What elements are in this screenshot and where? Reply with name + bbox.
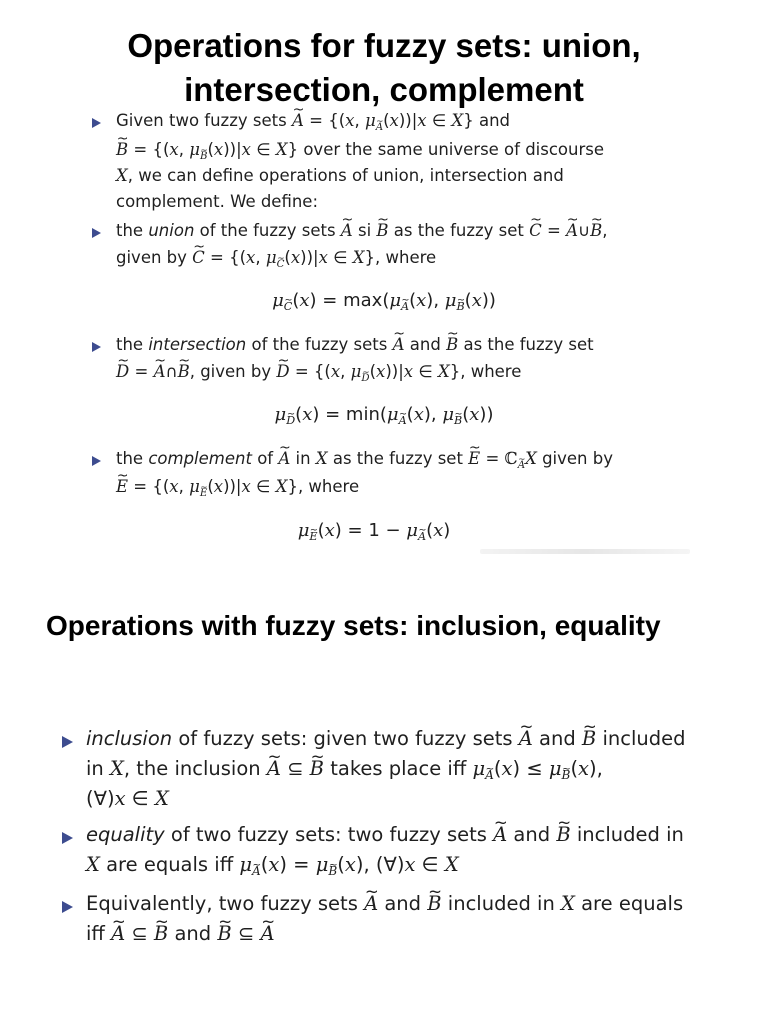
bullet-icon	[92, 118, 101, 128]
inclusion-line-3: (∀)x ∈ X	[86, 787, 169, 810]
equality-line-2: X are equals iff $\mu_A(x) = \mu_B(x)$, (∀)x ∈ X	[86, 853, 459, 879]
given-line-3: X, we can define operations of union, intersection and	[116, 166, 564, 185]
slide-1-title-line-2: intersection, complement	[184, 71, 584, 108]
complement-line-2: ~ E = {(x, $\mu_E(x))|x$ ∈ X}, where	[116, 477, 359, 496]
complement-line-1: the complement of ~ A in X as the fuzzy set ~ E = ℂ$_A$X given by	[116, 449, 613, 468]
equivalently-line-1: Equivalently, two fuzzy sets ~ A and ~ B included in X are equals	[86, 892, 683, 915]
intersection-formula: $\mu_D(x) = \min(\mu_A(x)$, $\mu_B(x)$)	[274, 404, 494, 427]
given-line-1: Given two fuzzy sets ~ A = {(x, $\mu_A(x))|x$ ∈ X} and	[116, 111, 510, 130]
union-line-1: the union of the fuzzy sets ~ A si ~ B as the fuzzy set ~ C = ~ A∪~ B,	[116, 221, 607, 240]
bullet-icon	[62, 832, 73, 844]
inclusion-line-1: inclusion of fuzzy sets: given two fuzzy sets ~ A and ~ B included	[86, 727, 686, 750]
bullet-icon	[92, 228, 101, 238]
bullet-icon	[62, 901, 73, 913]
given-line-2: ~ B = {(x, $\mu_B(x))|x$ ∈ X} over the same universe of discourse	[116, 140, 604, 159]
given-line-4: complement. We define:	[116, 192, 319, 211]
intersection-line-2: ~ D = ~ A∩~ B, given by ~ D = {(x, $\mu_D(x))|x$ ∈ X}, where	[116, 362, 521, 381]
union-formula: $\mu_C(x) = \max(\mu_A(x)$, $\mu_B(x)$)	[272, 290, 496, 313]
equality-line-1: equality of two fuzzy sets: two fuzzy sets ~ A and ~ B included in	[86, 823, 684, 846]
inclusion-line-2: in X, the inclusion ~ A ⊆ ~ B takes place iff $\mu_A(x) \le \mu_B(x)$,	[86, 757, 603, 780]
slide-1-title-line-1: Operations for fuzzy sets: union,	[127, 27, 641, 64]
bullet-icon	[92, 456, 101, 466]
complement-formula: $\mu_E(x) = 1 - \mu_A(x)$	[297, 520, 451, 543]
bullet-icon	[92, 342, 101, 352]
slide-divider	[480, 549, 690, 554]
slide-2-title: Operations with fuzzy sets: inclusion, equality	[46, 610, 661, 641]
intersection-line-1: the intersection of the fuzzy sets ~ A and ~ B as the fuzzy set	[116, 335, 594, 354]
union-line-2: given by ~ C = {(x, $\mu_C(x))|x$ ∈ X}, where	[116, 248, 436, 267]
equivalently-line-2: iff ~ A ⊆ ~ B and ~ B ⊆ ~ A	[86, 922, 275, 945]
bullet-icon	[62, 736, 73, 748]
